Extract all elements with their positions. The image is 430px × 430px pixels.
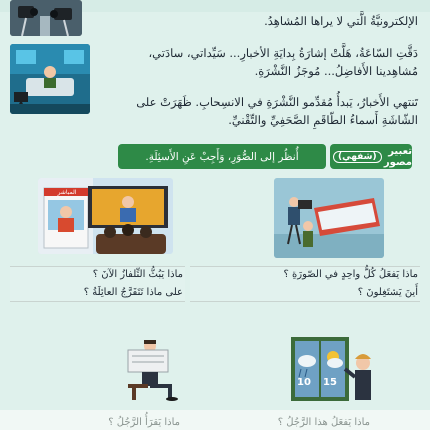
paragraph-line: مُشاهِدينا الأَفاضِلُ... مُوجَزُ النَّشْرَةِ.: [254, 64, 418, 78]
cameras-image: [10, 0, 82, 36]
question-text: ماذا يَبُثُّ التِّلفازُ الآنَ ؟: [92, 269, 183, 280]
paragraph-line: دَقَّتِ السّاعَةُ، هَلَّتْ إشارَةُ بِدايَةِ الأخبارِ... سَيِّداتي، سادَتي،: [148, 46, 418, 60]
section-label-sub: (شفهي): [333, 151, 382, 163]
paragraph-line: تَنتهي الأَخبارُ، يَبدأُ مُقدِّمو النَّشْرَةِ في الانسِحابِ. ظَهَرَتْ على: [136, 95, 418, 109]
question-text: ماذا يَفعَلُ هذا الرَّجُلُ ؟: [277, 417, 370, 428]
paragraph-line: الشّاشَةِ أَسماءُ الطّاقَمِ الصَّحَفِيِّ والتِّقْنيِّ.: [228, 113, 418, 127]
question-text: أَينَ يَشتَغِلونَ ؟: [357, 287, 418, 298]
weather-presenter-image: [285, 335, 380, 413]
section-label-text: تعبير مصور: [383, 145, 412, 168]
section-label: [330, 144, 412, 169]
temperature-right: 15: [323, 377, 337, 388]
paragraph-line: الإلكترونيَّةُ الَّتي لا يراها المُشاهِدُ.: [264, 14, 418, 28]
camera-crew-image: [274, 178, 384, 258]
studio-image: [10, 44, 90, 114]
question-text: ماذا يَقرَأُ الرَّجُلُ ؟: [108, 417, 180, 428]
section-instruction: أُنظُر إلى الصُّوَرِ، وَأَجِبْ عَنِ الأَسئِلَةِ.: [118, 144, 326, 169]
question-text: ماذا يَفعَلُ كُلُّ واحِدٍ في الصّورَةِ ؟: [283, 269, 418, 280]
news-banner-text: المباشر: [57, 188, 77, 196]
question-text: على ماذا تَتَفَرَّجُ العائِلَةُ ؟: [83, 287, 183, 298]
family-watching-news-image: [38, 178, 173, 254]
man-reading-newspaper-image: [110, 336, 190, 402]
temperature-left: 10: [297, 377, 311, 388]
